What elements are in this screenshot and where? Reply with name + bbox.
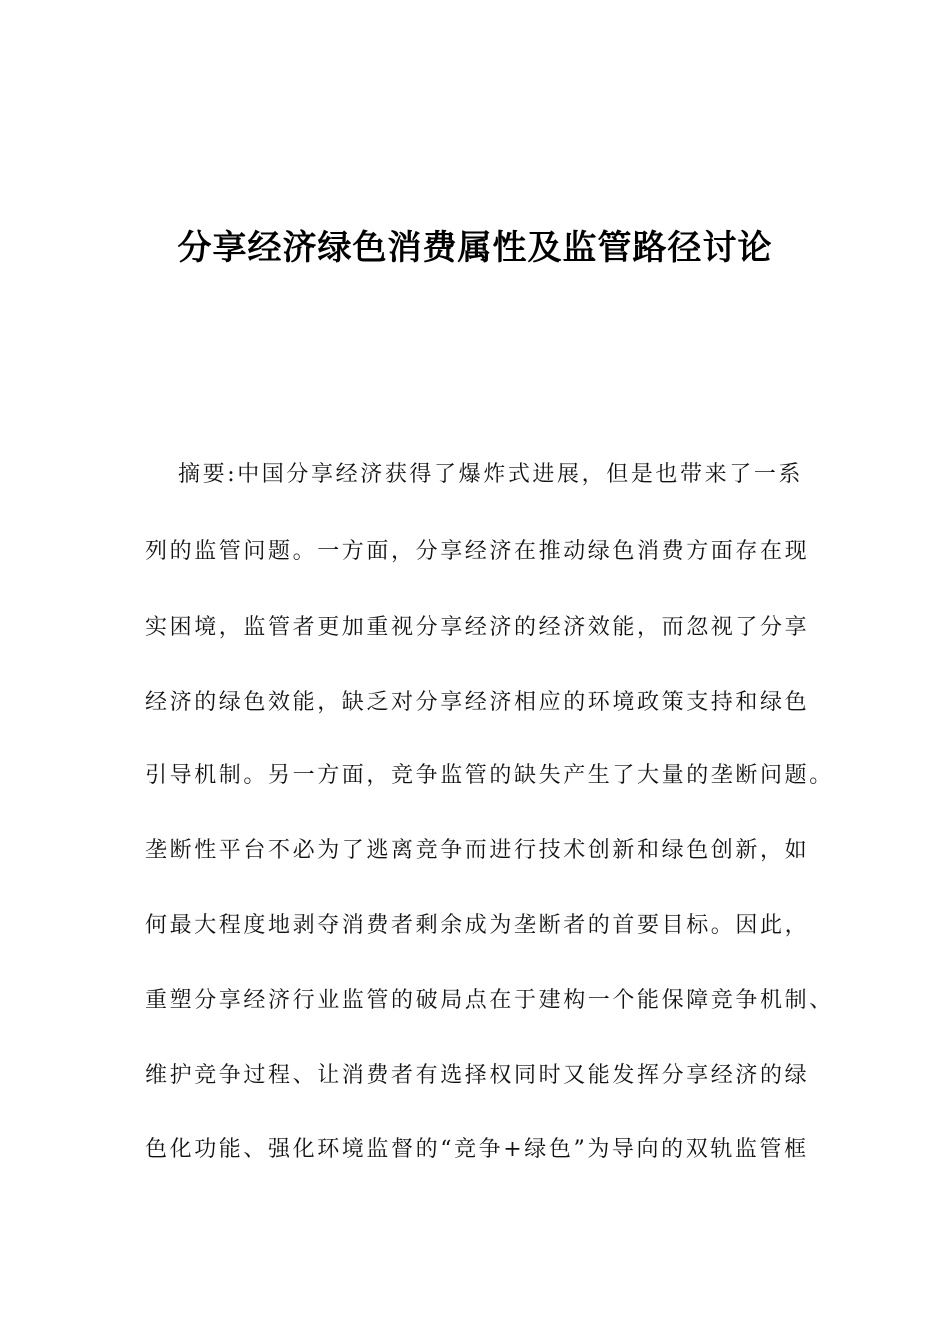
abstract-line-7: 何最大程度地剥夺消费者剩余成为垄断者的首要目标。因此， bbox=[145, 913, 810, 938]
abstract-line-2: 列的监管问题。一方面，分享经济在推动绿色消费方面存在现 bbox=[145, 539, 810, 564]
abstract-line-9: 维护竞争过程、让消费者有选择权同时又能发挥分享经济的绿 bbox=[145, 1063, 810, 1088]
abstract-line-3: 实困境，监管者更加重视分享经济的经济效能，而忽视了分享 bbox=[145, 615, 810, 640]
abstract-line-5: 引导机制。另一方面，竞争监管的缺失产生了大量的垄断问题。 bbox=[145, 763, 834, 788]
abstract-line-1: 摘要:中国分享经济获得了爆炸式进展，但是也带来了一系 bbox=[178, 462, 804, 487]
abstract-line-10: 色化功能、强化环境监督的“竞争+绿色”为导向的双轨监管框 bbox=[145, 1137, 809, 1162]
abstract-line-4: 经济的绿色效能，缺乏对分享经济相应的环境政策支持和绿色 bbox=[145, 690, 810, 715]
abstract-line-6: 垄断性平台不必为了逃离竞争而进行技术创新和绿色创新，如 bbox=[145, 838, 810, 863]
abstract-line-8: 重塑分享经济行业监管的破局点在于建构一个能保障竞争机制、 bbox=[145, 988, 834, 1013]
document-title: 分享经济绿色消费属性及监管路径讨论 bbox=[177, 228, 773, 268]
